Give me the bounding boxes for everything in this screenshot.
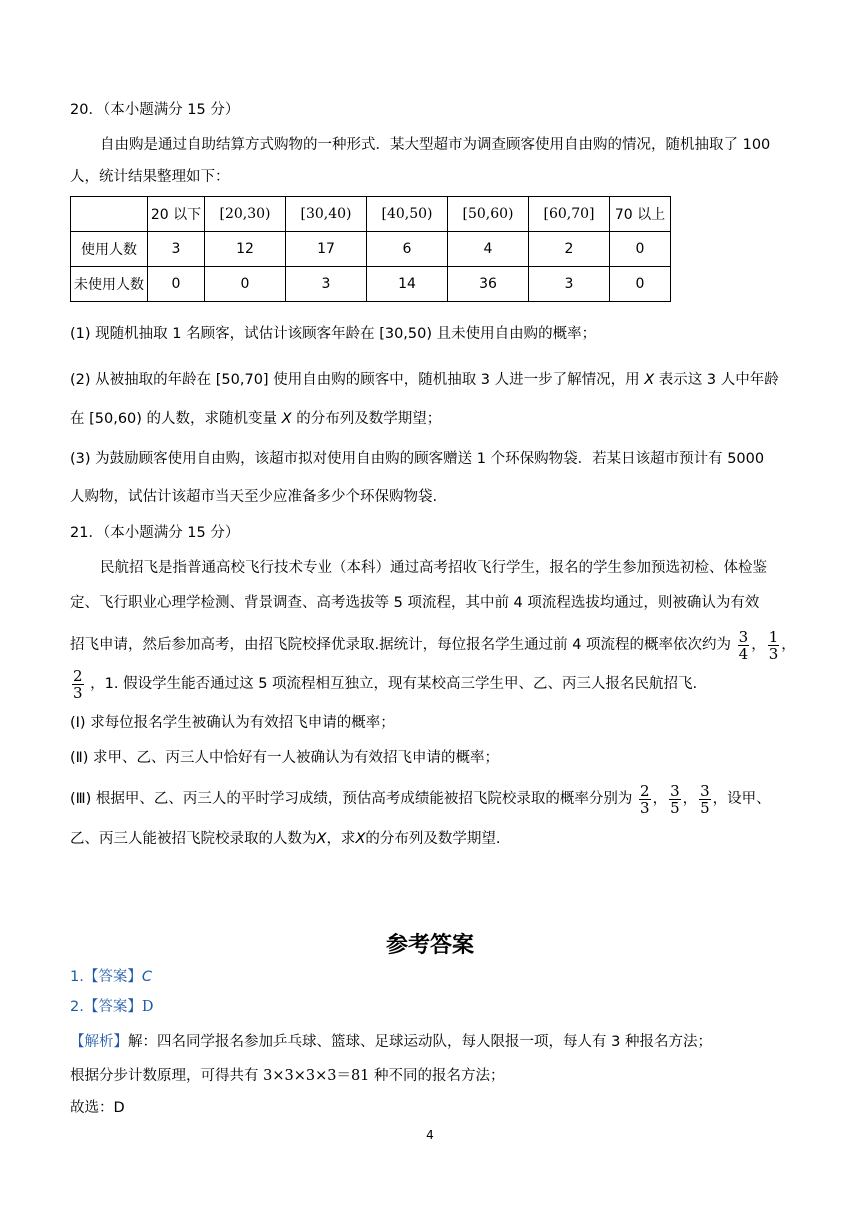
- table-cell: 3: [529, 267, 610, 302]
- q20-part3-line1: (3) 为鼓励顾客使用自由购，该超市拟对使用自由购的顾客赠送 1 个环保购物袋．若某日该超市预计有 5000: [70, 451, 765, 467]
- page-number: 4: [426, 1128, 434, 1142]
- q20-part2-text-d: 的分布列及数学期望；: [296, 411, 442, 427]
- q21-part-iii-variable: X: [316, 831, 327, 847]
- q20-part3-line2: 人购物，试估计该超市当天至少应准备多少个环保购物袋.: [70, 489, 438, 505]
- q21-part-iii-text-c: 乙、丙三人能被招飞院校录取的人数为: [70, 831, 317, 847]
- table-cell: 未使用人数: [71, 267, 148, 302]
- q21-part-iii-text-d: ，求: [326, 831, 356, 847]
- analysis-label: 【解析】: [70, 1034, 128, 1050]
- table-cell: 0: [610, 267, 671, 302]
- analysis-text-a: 根据分步计数原理，可得共有: [70, 1068, 259, 1084]
- analysis-line2: [70, 1065, 505, 1087]
- table-header-cell: 70 以上: [610, 197, 671, 232]
- table-cell: 3: [148, 232, 205, 267]
- analysis-text: 解：四名同学报名参加乒乓球、篮球、足球运动队，每人限报一项，每人有 3 种报名方法；: [128, 1034, 712, 1050]
- q20-part2-text-b: 表示这 3 人中年龄: [658, 372, 779, 388]
- q21-part-iii-text-e: 的分布列及数学期望.: [365, 831, 501, 847]
- q21-intro-text-3: 招飞申请，然后参加高考，由招飞院校择优录取.据统计，每位报名学生通过前 4 项流程的概率依次约为: [70, 637, 732, 653]
- analysis-text-b: 种不同的报名方法；: [374, 1068, 505, 1084]
- table-cell: 14: [367, 267, 448, 302]
- q21-part-i: (Ⅰ) 求每位报名学生被确认为有效招飞申请的概率；: [70, 715, 395, 731]
- answer-2-value: D: [141, 999, 154, 1015]
- table-cell: 12: [205, 232, 286, 267]
- table-cell: 2: [529, 232, 610, 267]
- analysis-line1: [70, 1031, 712, 1053]
- answer-2-label: 2.【答案】: [70, 999, 142, 1015]
- table-row: [71, 232, 671, 267]
- q20-part2-variable: X: [281, 411, 292, 427]
- q21-intro-line3: 招飞申请，然后参加高考，由招飞院校择优录取.据统计，每位报名学生通过前 4 项流程的概率依次约为 $\frac{3}{4}$ ， $\frac{1}{3}$ ，: [70, 627, 796, 663]
- answer-1-value: C: [141, 969, 152, 985]
- q20-part2-line2: [70, 408, 441, 430]
- table-cell: 17: [286, 232, 367, 267]
- answer-1: [70, 966, 152, 988]
- q21-part-iii-text-a: (Ⅲ) 根据甲、乙、丙三人的平时学习成绩，预估高考成绩能被招飞院校录取的概率分别为: [70, 791, 633, 807]
- table-cell: 0: [148, 267, 205, 302]
- q21-intro-line4: [70, 666, 697, 702]
- table-header-cell: [71, 197, 148, 232]
- q21-part-iii-line2: [70, 828, 500, 850]
- table-cell: 0: [205, 267, 286, 302]
- q20-intro-line2: 人，统计结果整理如下：: [70, 169, 230, 185]
- table-header-cell: [40,50): [367, 197, 448, 232]
- q20-part1: (1) 现随机抽取 1 名顾客，试估计该顾客年龄在 [30,50) 且未使用自由购的概率；: [70, 326, 597, 342]
- fraction: $\frac{3}{5}$: [700, 781, 710, 817]
- fraction: $\frac{2}{3}$: [640, 781, 650, 817]
- q21-intro-text-4: ，1. 假设学生能否通过这 5 项流程相互独立，现有某校高三学生甲、乙、丙三人报名民航招飞.: [90, 676, 698, 692]
- table-header-cell: 20 以下: [148, 197, 205, 232]
- q21-part-ii: (Ⅱ) 求甲、乙、丙三人中恰好有一人被确认为有效招飞申请的概率；: [70, 750, 500, 766]
- q21-part-iii-text-b: ，设甲、: [712, 791, 771, 807]
- q21-part-iii-line1: (Ⅲ) 根据甲、乙、丙三人的平时学习成绩，预估高考成绩能被招飞院校录取的概率分别为 $\frac{2}{3}$ ， $\frac{3}{5}$ ， $\frac{3}{5}$ ，设甲、: [70, 781, 771, 817]
- table-cell: 36: [448, 267, 529, 302]
- table-header-cell: [60,70]: [529, 197, 610, 232]
- q20-part2-text-a: (2) 从被抽取的年龄在 [50,70] 使用自由购的顾客中，随机抽取 3 人进一步了解情况，用: [70, 372, 640, 388]
- table-row: [71, 267, 671, 302]
- table-header-cell: [20,30): [205, 197, 286, 232]
- table-header-cell: [30,40): [286, 197, 367, 232]
- q20-part2-variable: X: [644, 372, 655, 388]
- fraction: $\frac{1}{3}$: [768, 627, 779, 663]
- table-cell: 3: [286, 267, 367, 302]
- q20-stats-table: [70, 196, 671, 302]
- analysis-conclusion: 故选：D: [70, 1100, 125, 1116]
- fraction: $\frac{2}{3}$: [73, 666, 83, 702]
- answer-1-label: 1.【答案】: [70, 969, 142, 985]
- q21-header: 21．（本小题满分 15 分）: [70, 525, 240, 541]
- table-header-row: [71, 197, 671, 232]
- analysis-math: 3×3×3×3＝81: [263, 1068, 370, 1084]
- answers-title: 参考答案: [385, 933, 474, 958]
- table-cell: 6: [367, 232, 448, 267]
- q21-intro-line2: 定、飞行职业心理学检测、背景调查、高考选拔等 5 项流程，其中前 4 项流程选拔均通过，则被确认为有效: [70, 595, 760, 611]
- q21-part-iii-variable: X: [355, 831, 366, 847]
- table-header-cell: [50,60): [448, 197, 529, 232]
- answer-2: [70, 996, 153, 1018]
- q20-intro-line1: 自由购是通过自助结算方式购物的一种形式．某大型超市为调查顾客使用自由购的情况，随机抽取了 100: [100, 137, 771, 153]
- q20-part2-line1: [70, 369, 779, 391]
- table-cell: 0: [610, 232, 671, 267]
- fraction: $\frac{3}{5}$: [670, 781, 680, 817]
- q20-header: 20．（本小题满分 15 分）: [70, 102, 240, 118]
- q20-part2-text-c: 在 [50,60) 的人数，求随机变量: [70, 411, 278, 427]
- table-cell: 使用人数: [71, 232, 148, 267]
- table-cell: 4: [448, 232, 529, 267]
- fraction: $\frac{3}{4}$: [738, 627, 749, 663]
- q21-intro-line1: 民航招飞是指普通高校飞行技术专业（本科）通过高考招收飞行学生，报名的学生参加预选初检、体检鉴: [100, 560, 767, 576]
